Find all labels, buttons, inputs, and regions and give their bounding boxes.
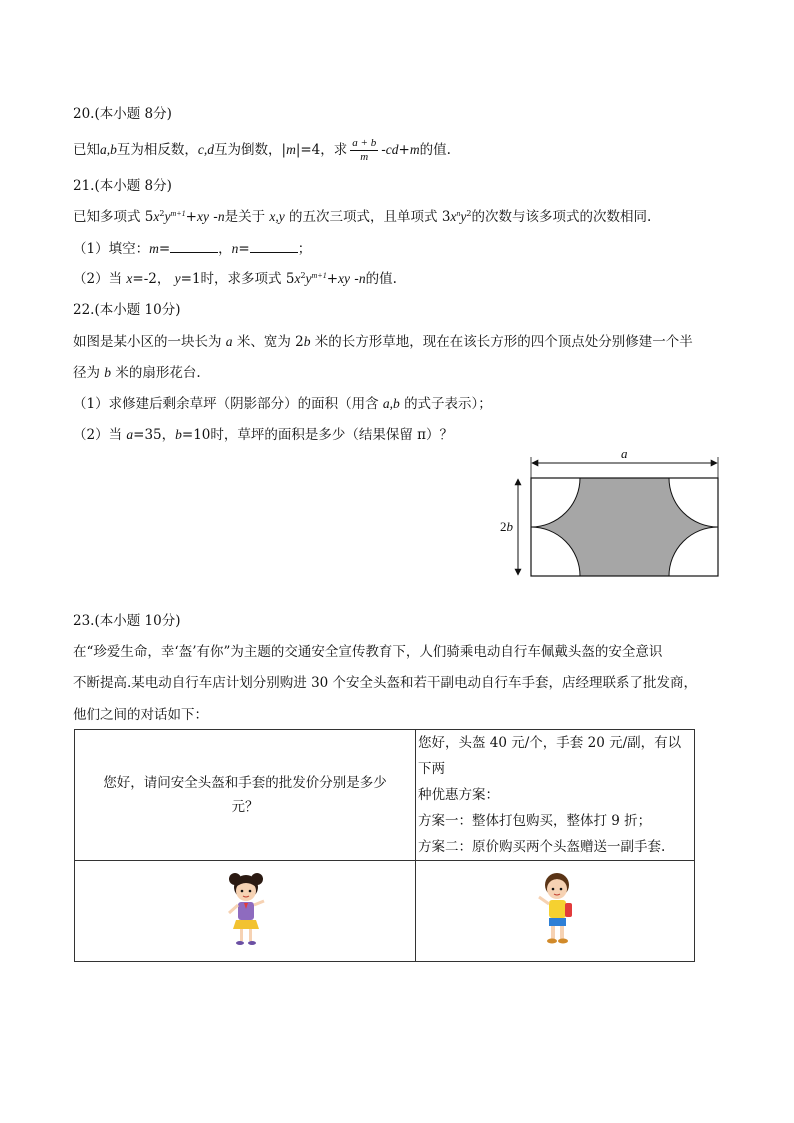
boy-illustration xyxy=(525,867,585,951)
q20-text: 已知a,b互为相反数，c,d互为倒数，|m|=4，求 $\frac{a + b}{m}$ -cd+m的值. xyxy=(73,137,451,163)
boy-illustration-cell xyxy=(416,861,695,962)
q23-header: 23.(本小题 10分) xyxy=(73,613,181,629)
q23-text-line1: 在“珍爱生命，幸‘盔’有你”为主题的交通安全宣传教育下，人们骑乘电动自行车佩戴头盔的安全意识 xyxy=(73,644,663,660)
q21-header: 21.(本小题 8分) xyxy=(73,178,172,194)
answer-blank-n[interactable] xyxy=(250,240,298,253)
question-cell: 您好，请问安全头盔和手套的批发价分别是多少 元？ xyxy=(75,730,416,861)
q20-header: 20.(本小题 8分) xyxy=(73,106,172,122)
q23-text-line3: 他们之间的对话如下： xyxy=(73,707,208,723)
dialog-table xyxy=(74,729,695,962)
answer-cell: 您好，头盔 40 元/个，手套 20 元/副，有以下两 种优惠方案： 方案一：整体打包购买，整体打 9 折； 方案二：原价购买两个头盔赠送一副手套. xyxy=(416,730,695,861)
q22-header: 22.(本小题 10分) xyxy=(73,302,181,318)
girl-illustration xyxy=(215,867,275,951)
q22-text-line1: 如图是某小区的一块长为 a 米、宽为 2b 米的长方形草地，现在在该长方形的四个顶点处分别修建一个半 xyxy=(73,334,693,350)
lawn-figure xyxy=(490,445,730,585)
q21-part1: （1）填空：m= ，n= ； xyxy=(73,241,312,257)
q21-text: 已知多项式 $5x^2y^{m+1}+xy$ -n是关于 x,y 的五次三项式，且单项式 $3x^ny^2$的次数与该多项式的次数相同. xyxy=(73,209,652,225)
q22-part2: （2）当 a=35，b=10时，草坪的面积是多少（结果保留 π）？ xyxy=(73,427,454,443)
q22-part1: （1）求修建后剩余草坪（阴影部分）的面积（用含 a,b 的式子表示）； xyxy=(73,396,492,412)
shaded-lawn xyxy=(531,478,718,576)
girl-illustration-cell xyxy=(75,861,416,962)
label-a: a xyxy=(621,446,628,461)
fraction: $\frac{a + b}{m}$ xyxy=(352,137,377,163)
label-2b: 2b xyxy=(500,519,513,534)
answer-blank-m[interactable] xyxy=(170,240,218,253)
q22-text-line2: 径为 b 米的扇形花台. xyxy=(73,365,201,381)
q23-text-line2: 不断提高.某电动自行车店计划分别购进 30 个安全头盔和若干副电动自行车手套，店经理联系了批发商， xyxy=(73,675,698,691)
q21-part2: （2）当 x=-2， y=1时，求多项式 $5x^2y^{m+1}+xy$ -n的值. xyxy=(73,271,397,287)
